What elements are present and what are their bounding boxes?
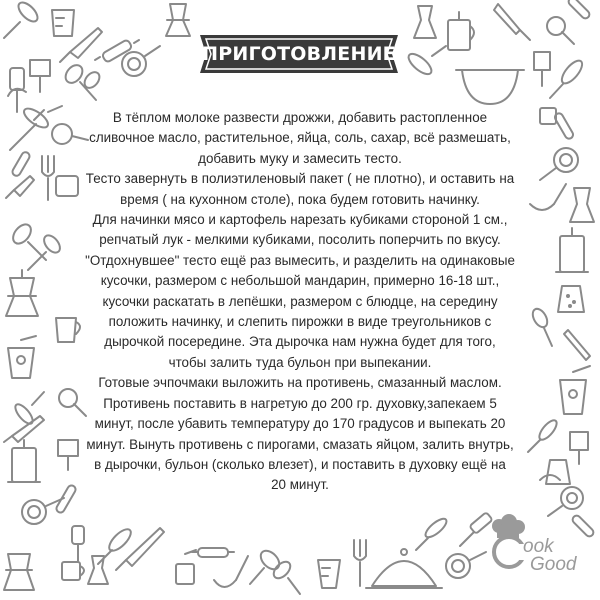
instruction-line: "Отдохнувшее" тесто ещё раз вымесить, и разделить на одинаковые [85, 252, 515, 268]
whisk-icon [4, 0, 41, 38]
measuring-cup-icon [318, 560, 340, 588]
whisk-icon [550, 57, 586, 98]
grater-icon [546, 460, 570, 484]
instruction-line: Готовые эчпочмаки выложить на противень, смазанный маслом. [98, 375, 502, 391]
ladle-icon [530, 184, 566, 210]
instruction-line: Тесто завернуть в полиэтиленовый пакет ( не плотно), и оставить на [85, 171, 515, 187]
instruction-line: Для начинки мясо и картофель нарезать кубиками стороной 1 см., [92, 212, 508, 228]
instruction-line: дырочкой посередине. Эта дырочка нам нужна будет для того, [104, 334, 496, 350]
cleaver-icon [570, 432, 588, 464]
instruction-line: В тёплом молоке развести дрожжи, добавить растопленное [112, 110, 488, 125]
cook-good-logo [487, 514, 587, 576]
cup-icon [540, 108, 556, 124]
instruction-line: сливочное масло, растительное, яйца, соль, сахар, всё размешать, [89, 130, 511, 146]
logo-text-cook: ook [523, 536, 554, 557]
knife-icon [564, 330, 590, 360]
pan-icon [540, 148, 578, 180]
coffee-grinder-icon [56, 176, 78, 196]
chef-hat-icon [492, 514, 525, 538]
instruction-line: кусочки, размером с небольшой мандарин, примерно 16-18 шт., [100, 273, 500, 289]
page-title: ПРИГОТОВЛЕНИЕ [202, 43, 396, 65]
coffee-grinder-icon [176, 550, 196, 584]
spoon-icon [530, 306, 552, 346]
coffee-grinder-icon [560, 366, 590, 414]
measuring-cup-icon [56, 318, 80, 342]
whisk-icon [528, 418, 560, 452]
title-banner [196, 33, 402, 75]
cleaver-icon [58, 440, 78, 470]
pan-icon [548, 487, 583, 516]
bowl-icon [456, 70, 524, 104]
measuring-cup-icon [52, 10, 74, 36]
instruction-line: добавить муку и замесить тесто. [198, 150, 402, 166]
french-press-icon [8, 440, 40, 482]
rolling-pin-icon [55, 484, 77, 514]
cleaver-icon [30, 60, 50, 92]
instruction-line: минут, после убавить температуру до 170 градусов и выпекать 20 [94, 416, 506, 432]
instruction-line: в дырочки, бульон (сколько влезет), и поставить в духовку ещё на [94, 456, 506, 472]
rolling-pin-icon [567, 0, 591, 20]
spatula-icon [72, 526, 84, 562]
knife-icon [60, 28, 102, 62]
coffee-pot-icon [414, 6, 436, 38]
rolling-pin-icon [192, 548, 234, 557]
spoon-icon [271, 559, 300, 594]
cleaver-icon [534, 52, 550, 86]
coffee-pot-icon [166, 4, 190, 36]
knife-icon [6, 176, 34, 198]
rolling-pin-icon [95, 39, 139, 63]
french-press-icon [556, 228, 588, 272]
whisk-icon [12, 392, 44, 426]
fork-icon [42, 156, 54, 200]
fork-icon [354, 540, 366, 586]
whisk-icon [405, 46, 446, 78]
instruction-line: кусочки раскатать в лепёшки, размером с блюдце, на середину [102, 293, 498, 309]
instruction-line: чтобы залить туда бульон при выпекании. [168, 354, 432, 370]
french-press-icon [448, 12, 474, 50]
instruction-line: время ( на кухонном столе), пока будем готовить начинку. [120, 191, 480, 207]
coffee-pot-icon [4, 554, 34, 590]
knife-icon [494, 4, 530, 40]
instruction-line: положить начинку, и слепить пирожки в виде треугольников с [108, 314, 492, 330]
ladle-icon [214, 556, 248, 587]
instruction-line: репчатый лук - мелкими кубиками, посолить поперчить по вкусу. [99, 232, 501, 248]
instruction-line: Противень поставить в нагретую до 200 гр. духовку,запекаем 5 [103, 395, 497, 411]
rolling-pin-icon [11, 151, 31, 178]
coffee-pot-icon [570, 188, 594, 222]
coffee-grinder-icon [8, 336, 36, 378]
instruction-line: минут. Вынуть противень с пирогами, смазать яйцом, залить внутрь, [86, 436, 514, 452]
spoon-icon [10, 221, 63, 270]
knife-icon [116, 528, 164, 570]
pizza-cutter-icon [547, 17, 574, 44]
instruction-line: 20 минут. [271, 477, 329, 493]
whisk-icon [416, 516, 449, 550]
cup-icon [62, 562, 84, 580]
coffee-pot-icon [88, 556, 108, 584]
knife-icon [10, 110, 44, 150]
teapot-icon [540, 475, 560, 480]
pan-icon [446, 552, 486, 578]
spoon-icon [62, 62, 96, 100]
coffee-pot-icon [6, 270, 38, 316]
recipe-instructions [80, 108, 520, 496]
grater-icon [558, 286, 584, 312]
logo-text-good: Good [530, 554, 577, 575]
cloche-icon [366, 549, 442, 588]
